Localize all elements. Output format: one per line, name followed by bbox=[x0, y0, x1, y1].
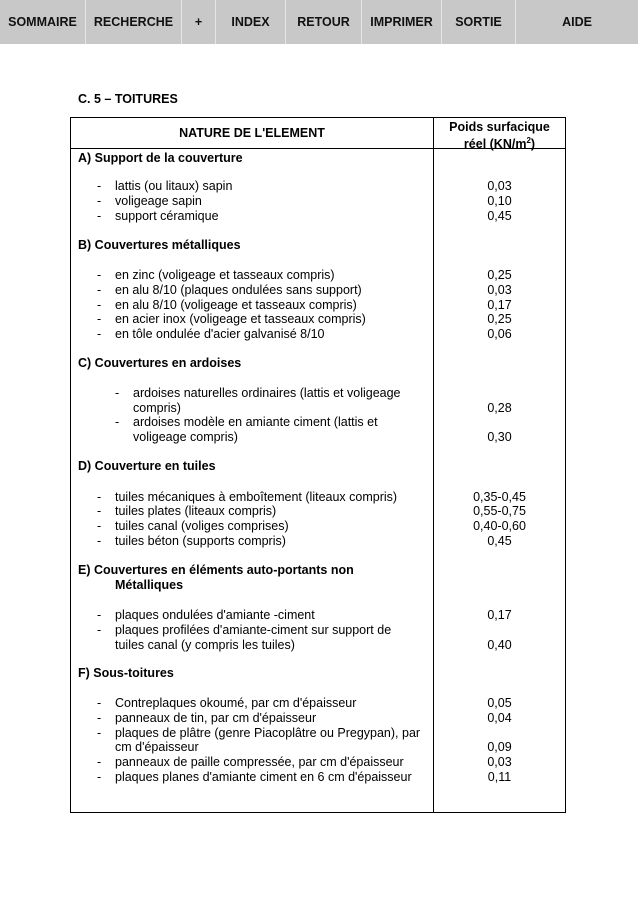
item-label: voligeage sapin bbox=[115, 194, 202, 208]
item-value: 0,45 bbox=[487, 534, 512, 548]
dash: - bbox=[97, 283, 102, 297]
item-label: en tôle ondulée d'acier galvanisé 8/10 bbox=[115, 327, 325, 341]
dash: - bbox=[97, 504, 102, 518]
dash: - bbox=[97, 490, 102, 504]
item-label: tuiles canal (voliges comprises) bbox=[115, 519, 289, 533]
item-value: 0,25 bbox=[487, 268, 512, 282]
item-label: en acier inox (voligeage et tasseaux compris) bbox=[115, 312, 366, 326]
item-label: panneaux de tin, par cm d'épaisseur bbox=[115, 711, 317, 725]
item-label: plaques profilées d'amiante-ciment sur support de bbox=[115, 623, 392, 637]
dash: - bbox=[97, 327, 102, 341]
header-poids-end: ) bbox=[530, 137, 536, 152]
item-label: ardoises modèle en amiante ciment (lattis et bbox=[133, 415, 378, 429]
section-title-a: A) Support de la couverture bbox=[78, 151, 243, 165]
dash: - bbox=[97, 179, 102, 193]
section-title-f: F) Sous-toitures bbox=[78, 666, 174, 680]
dash: - bbox=[97, 268, 102, 282]
dash: - bbox=[97, 519, 102, 533]
retour-button[interactable]: RETOUR bbox=[286, 0, 362, 44]
index-button[interactable]: INDEX bbox=[216, 0, 286, 44]
item-label-cont: voligeage compris) bbox=[133, 430, 238, 444]
imprimer-button[interactable]: IMPRIMER bbox=[362, 0, 442, 44]
header-nature: NATURE DE L'ELEMENT bbox=[179, 126, 325, 140]
dash: - bbox=[97, 623, 102, 637]
item-value: 0,09 bbox=[487, 740, 512, 754]
item-label: en alu 8/10 (voligeage et tasseaux compris) bbox=[115, 298, 357, 312]
item-value: 0,11 bbox=[487, 770, 512, 784]
item-label-cont: tuiles canal (y compris les tuiles) bbox=[115, 638, 295, 652]
dash: - bbox=[97, 696, 102, 710]
dash: - bbox=[97, 298, 102, 312]
item-label: en zinc (voligeage et tasseaux compris) bbox=[115, 268, 335, 282]
item-label: plaques de plâtre (genre Piacoplâtre ou Pregypan), par bbox=[115, 726, 421, 740]
item-value: 0,17 bbox=[487, 608, 512, 622]
sortie-button[interactable]: SORTIE bbox=[442, 0, 516, 44]
item-label: Contreplaques okoumé, par cm d'épaisseur bbox=[115, 696, 357, 710]
item-label: tuiles mécaniques à emboîtement (liteaux compris) bbox=[115, 490, 398, 504]
item-label: plaques planes d'amiante ciment en 6 cm d'épaisseur bbox=[115, 770, 412, 784]
item-label-cont: compris) bbox=[133, 401, 181, 415]
item-value: 0,03 bbox=[487, 755, 512, 769]
item-value: 0,17 bbox=[487, 298, 512, 312]
section-title-e-cont: Métalliques bbox=[115, 578, 184, 592]
item-value: 0,55-0,75 bbox=[473, 504, 526, 518]
toitures-table bbox=[70, 117, 566, 813]
item-value: 0,06 bbox=[487, 327, 512, 341]
section-title-d: D) Couverture en tuiles bbox=[78, 459, 216, 473]
item-value: 0,35-0,45 bbox=[473, 490, 526, 504]
item-value: 0,25 bbox=[487, 312, 512, 326]
item-value: 0,30 bbox=[487, 430, 512, 444]
item-value: 0,03 bbox=[487, 283, 512, 297]
section-title: C. 5 – TOITURES bbox=[78, 92, 178, 106]
dash: - bbox=[115, 386, 120, 400]
section-title-c: C) Couvertures en ardoises bbox=[78, 356, 242, 370]
item-value: 0,04 bbox=[487, 711, 512, 725]
dash: - bbox=[97, 534, 102, 548]
item-label: panneaux de paille compressée, par cm d'épaisseur bbox=[115, 755, 404, 769]
item-label: en alu 8/10 (plaques ondulées sans support) bbox=[115, 283, 362, 297]
dash: - bbox=[97, 194, 102, 208]
item-label: ardoises naturelles ordinaires (lattis et voligeage bbox=[133, 386, 401, 400]
dash: - bbox=[97, 608, 102, 622]
dash: - bbox=[97, 209, 102, 223]
item-value: 0,45 bbox=[487, 209, 512, 223]
item-label: plaques ondulées d'amiante -ciment bbox=[115, 608, 315, 622]
dash: - bbox=[97, 312, 102, 326]
section-title-e: E) Couvertures en éléments auto-portants non bbox=[78, 563, 354, 577]
header-poids-sup: 2 bbox=[526, 136, 531, 145]
item-value: 0,40 bbox=[487, 638, 512, 652]
plus-button[interactable]: + bbox=[182, 0, 216, 44]
dash: - bbox=[97, 755, 102, 769]
item-value: 0,28 bbox=[487, 401, 512, 415]
dash: - bbox=[115, 415, 120, 429]
item-value: 0,10 bbox=[487, 194, 512, 208]
dash: - bbox=[97, 711, 102, 725]
item-value: 0,05 bbox=[487, 696, 512, 710]
header-poids bbox=[434, 120, 565, 151]
item-value: 0,40-0,60 bbox=[473, 519, 526, 533]
item-label-cont: cm d'épaisseur bbox=[115, 740, 199, 754]
dash: - bbox=[97, 770, 102, 784]
item-label: tuiles plates (liteaux compris) bbox=[115, 504, 277, 518]
item-value: 0,03 bbox=[487, 179, 512, 193]
section-title-b: B) Couvertures métalliques bbox=[78, 238, 241, 252]
header-poids-line2: réel (KN/m bbox=[463, 137, 527, 152]
toolbar bbox=[0, 0, 638, 44]
header-poids-line1: Poids surfacique bbox=[449, 120, 550, 134]
recherche-button[interactable]: RECHERCHE bbox=[86, 0, 182, 44]
sommaire-button[interactable]: SOMMAIRE bbox=[0, 0, 86, 44]
aide-button[interactable]: AIDE bbox=[562, 15, 592, 29]
item-label: tuiles béton (supports compris) bbox=[115, 534, 286, 548]
item-label: support céramique bbox=[115, 209, 219, 223]
dash: - bbox=[97, 726, 102, 740]
item-label: lattis (ou litaux) sapin bbox=[115, 179, 233, 193]
